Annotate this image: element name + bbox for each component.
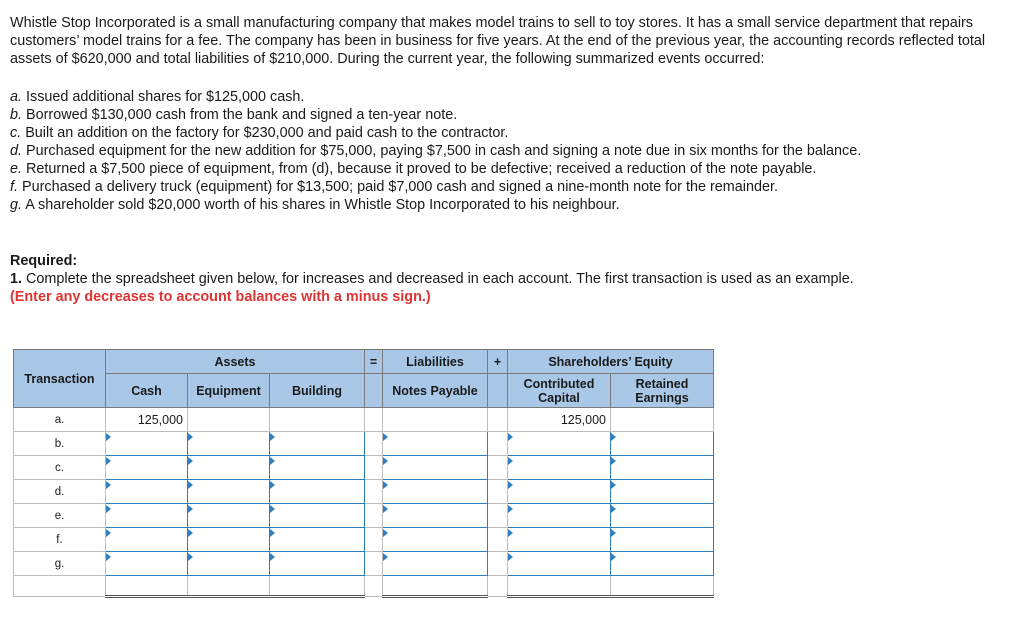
required-instruction-text: Complete the spreadsheet given below, for increases and decreased in each account. The first transaction is used as an example. bbox=[22, 271, 854, 287]
header-plus-spacer bbox=[488, 374, 508, 408]
event-letter: a. bbox=[10, 89, 23, 105]
building-input[interactable] bbox=[270, 528, 365, 552]
contributed-capital-input[interactable] bbox=[508, 552, 611, 576]
event-text: Built an addition on the factory for $230,000 and paid cash to the contractor. bbox=[21, 125, 509, 141]
event-letter: c. bbox=[10, 125, 22, 141]
equals-separator bbox=[365, 480, 383, 504]
accounting-spreadsheet bbox=[13, 349, 714, 598]
notes-payable-input[interactable] bbox=[383, 528, 488, 552]
plus-separator bbox=[488, 480, 508, 504]
cash-input[interactable] bbox=[106, 504, 188, 528]
event-c bbox=[10, 124, 1014, 142]
equals-separator bbox=[365, 528, 383, 552]
plus-separator bbox=[488, 552, 508, 576]
contributed-capital-input[interactable] bbox=[508, 480, 611, 504]
notes-payable-input[interactable] bbox=[383, 552, 488, 576]
notes-payable-input[interactable] bbox=[383, 504, 488, 528]
contributed-capital-input[interactable] bbox=[508, 432, 611, 456]
contributed-capital-input[interactable] bbox=[508, 456, 611, 480]
retained-earnings-input[interactable] bbox=[611, 456, 714, 480]
event-letter: e. bbox=[10, 161, 23, 177]
cash-input[interactable] bbox=[106, 480, 188, 504]
notes-payable-input[interactable] bbox=[383, 432, 488, 456]
event-text: Returned a $7,500 piece of equipment, from (d), because it proved to be defective; received a reduction of the note payable. bbox=[22, 161, 817, 177]
retained-earnings-input[interactable] bbox=[611, 432, 714, 456]
contributed-capital-input[interactable] bbox=[508, 504, 611, 528]
header-plus: + bbox=[488, 350, 508, 374]
event-g bbox=[10, 196, 1014, 214]
header-assets: Assets bbox=[106, 350, 365, 374]
equipment-cell bbox=[188, 408, 270, 432]
building-total bbox=[270, 576, 365, 597]
row-label: c. bbox=[14, 456, 106, 480]
row-label: f. bbox=[14, 528, 106, 552]
problem-intro: Whistle Stop Incorporated is a small manufacturing company that makes model trains to sell to toy stores. It has a small service department that repairs customers’ model trains for a fee. The company has been in business for five years. At the end of the previous year, the accounting records reflected total assets of $620,000 and total liabilities of $210,000. During the current year, the following summarized events occurred: bbox=[10, 15, 986, 67]
cash-total bbox=[106, 576, 188, 597]
equipment-input[interactable] bbox=[188, 432, 270, 456]
plus-separator bbox=[488, 528, 508, 552]
header-equipment: Equipment bbox=[188, 374, 270, 408]
cash-input[interactable] bbox=[106, 528, 188, 552]
equals-separator bbox=[365, 408, 383, 432]
equals-separator bbox=[365, 504, 383, 528]
row-label: d. bbox=[14, 480, 106, 504]
event-letter: g. bbox=[10, 197, 23, 213]
header-transaction: Transaction bbox=[14, 350, 106, 408]
table-row bbox=[14, 456, 714, 480]
required-instruction bbox=[10, 270, 1014, 288]
table-row bbox=[14, 480, 714, 504]
contributed-capital-cell: 125,000 bbox=[508, 408, 611, 432]
required-number: 1. bbox=[10, 271, 23, 287]
notes-payable-input[interactable] bbox=[383, 456, 488, 480]
required-section bbox=[10, 252, 1014, 306]
row-label: b. bbox=[14, 432, 106, 456]
event-f bbox=[10, 178, 1014, 196]
notes-payable-cell bbox=[383, 408, 488, 432]
total-label-cell bbox=[14, 576, 106, 597]
equipment-input[interactable] bbox=[188, 552, 270, 576]
event-letter: b. bbox=[10, 107, 23, 123]
event-e bbox=[10, 160, 1014, 178]
header-liabilities: Liabilities bbox=[383, 350, 488, 374]
event-d bbox=[10, 142, 1014, 160]
cash-input[interactable] bbox=[106, 456, 188, 480]
plus-separator bbox=[488, 504, 508, 528]
cash-cell: 125,000 bbox=[106, 408, 188, 432]
event-text: Purchased a delivery truck (equipment) for $13,500; paid $7,000 cash and signed a nine-month note for the remainder. bbox=[18, 179, 778, 195]
equipment-input[interactable] bbox=[188, 456, 270, 480]
retained-earnings-input[interactable] bbox=[611, 504, 714, 528]
total-row bbox=[14, 576, 714, 597]
events-list bbox=[10, 88, 1014, 214]
table-row bbox=[14, 432, 714, 456]
building-input[interactable] bbox=[270, 432, 365, 456]
event-text: Issued additional shares for $125,000 cash. bbox=[22, 89, 305, 105]
event-b bbox=[10, 106, 1014, 124]
row-label: g. bbox=[14, 552, 106, 576]
table-row bbox=[14, 408, 714, 432]
building-input[interactable] bbox=[270, 456, 365, 480]
event-text: A shareholder sold $20,000 worth of his shares in Whistle Stop Incorporated to his neighbour. bbox=[22, 197, 620, 213]
event-text: Purchased equipment for the new addition for $75,000, paying $7,500 in cash and signing a note due in six months for the balance. bbox=[22, 143, 862, 159]
header-retained-earnings: Retained Earnings bbox=[611, 374, 714, 408]
table-row bbox=[14, 528, 714, 552]
retained-earnings-total bbox=[611, 576, 714, 597]
row-label: a. bbox=[14, 408, 106, 432]
header-building: Building bbox=[270, 374, 365, 408]
table-row bbox=[14, 552, 714, 576]
required-note: (Enter any decreases to account balances with a minus sign.) bbox=[10, 289, 431, 305]
event-a bbox=[10, 88, 1014, 106]
retained-earnings-input[interactable] bbox=[611, 552, 714, 576]
retained-earnings-cell bbox=[611, 408, 714, 432]
building-cell bbox=[270, 408, 365, 432]
plus-separator bbox=[488, 432, 508, 456]
building-input[interactable] bbox=[270, 480, 365, 504]
contributed-capital-input[interactable] bbox=[508, 528, 611, 552]
notes-payable-total bbox=[383, 576, 488, 597]
equipment-input[interactable] bbox=[188, 528, 270, 552]
cash-input[interactable] bbox=[106, 432, 188, 456]
plus-separator bbox=[488, 576, 508, 597]
equals-separator bbox=[365, 576, 383, 597]
event-letter: d. bbox=[10, 143, 23, 159]
header-equals: = bbox=[365, 350, 383, 374]
equals-separator bbox=[365, 456, 383, 480]
header-contributed-capital: Contributed Capital bbox=[508, 374, 611, 408]
retained-earnings-input[interactable] bbox=[611, 480, 714, 504]
equals-separator bbox=[365, 552, 383, 576]
header-cash: Cash bbox=[106, 374, 188, 408]
event-text: Borrowed $130,000 cash from the bank and signed a ten-year note. bbox=[22, 107, 458, 123]
equipment-total bbox=[188, 576, 270, 597]
notes-payable-input[interactable] bbox=[383, 480, 488, 504]
equipment-input[interactable] bbox=[188, 480, 270, 504]
plus-separator bbox=[488, 408, 508, 432]
cash-input[interactable] bbox=[106, 552, 188, 576]
plus-separator bbox=[488, 456, 508, 480]
equipment-input[interactable] bbox=[188, 504, 270, 528]
header-equity: Shareholders’ Equity bbox=[508, 350, 714, 374]
equals-separator bbox=[365, 432, 383, 456]
event-letter: f. bbox=[10, 179, 18, 195]
contributed-capital-total bbox=[508, 576, 611, 597]
retained-earnings-input[interactable] bbox=[611, 528, 714, 552]
row-label: e. bbox=[14, 504, 106, 528]
table-row bbox=[14, 504, 714, 528]
building-input[interactable] bbox=[270, 552, 365, 576]
header-notes-payable: Notes Payable bbox=[383, 374, 488, 408]
building-input[interactable] bbox=[270, 504, 365, 528]
required-heading: Required: bbox=[10, 253, 78, 269]
header-equals-spacer bbox=[365, 374, 383, 408]
